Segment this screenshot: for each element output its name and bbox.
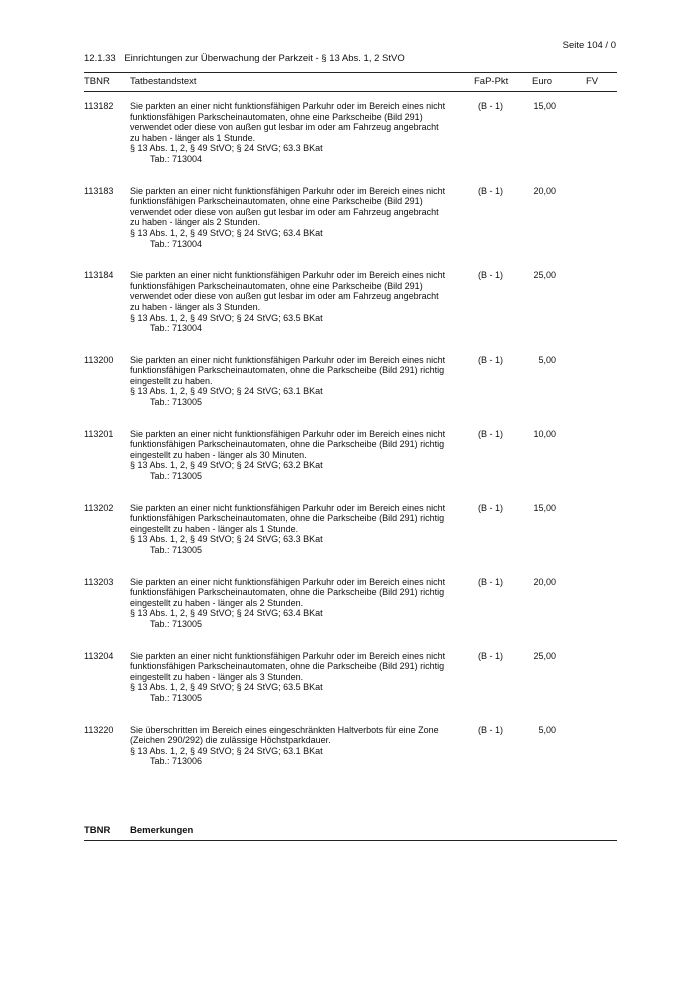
- row-text-line: verwendet oder diese von außen gut lesbar im oder am Fahrzeug angebracht: [130, 122, 439, 133]
- row-law-reference: § 13 Abs. 1, 2, § 49 StVO; § 24 StVG; 63.2 BKat: [130, 460, 323, 471]
- row-tbnr: 113183: [84, 185, 114, 196]
- row-text-line: eingestellt zu haben.: [130, 375, 213, 386]
- row-law-reference: § 13 Abs. 1, 2, § 49 StVO; § 24 StVG; 63.3 BKat: [130, 143, 323, 154]
- offense-table: [84, 101, 617, 788]
- row-tbnr: 113203: [84, 576, 114, 587]
- table-row: [84, 503, 617, 556]
- row-euro-amount: 5,00: [538, 724, 556, 735]
- row-text-line: Sie parkten an einer nicht funktionsfähigen Parkuhr oder im Bereich eines nicht: [130, 502, 446, 513]
- row-tab-reference: Tab.: 713005: [150, 618, 203, 629]
- row-description: [130, 503, 470, 556]
- row-fap-points: (B - 1): [478, 576, 504, 587]
- row-tab-reference: Tab.: 713005: [150, 545, 203, 555]
- row-fap-points: (B - 1): [478, 270, 504, 281]
- row-text-line: Sie parkten an einer nicht funktionsfähigen Parkuhr oder im Bereich eines nicht: [130, 270, 446, 281]
- row-description: [130, 651, 470, 704]
- row-text-line: funktionsfähigen Parkscheinautomaten, ohne eine Parkscheibe (Bild 291): [130, 280, 423, 291]
- table-row: [84, 186, 617, 250]
- row-tbnr: 113202: [84, 502, 114, 513]
- row-tab-reference: Tab.: 713004: [150, 153, 203, 164]
- row-text-line: funktionsfähigen Parkscheinautomaten, ohne die Parkscheibe (Bild 291) richtig: [130, 661, 445, 672]
- row-text-line: zu haben - länger als 1 Stunde.: [130, 132, 256, 143]
- row-text-line: (Zeichen 290/292) die zulässige Höchstparkdauer.: [130, 735, 331, 746]
- table-row: [84, 429, 617, 482]
- row-fap-points: (B - 1): [478, 724, 504, 735]
- row-description: [130, 270, 470, 334]
- header-tbnr: TBNR: [84, 76, 110, 87]
- table-row: [84, 651, 617, 704]
- row-euro-amount: 5,00: [538, 354, 556, 365]
- row-text-line: funktionsfähigen Parkscheinautomaten, ohne eine Parkscheibe (Bild 291): [130, 111, 423, 122]
- row-text-line: verwendet oder diese von außen gut lesbar im oder am Fahrzeug angebracht: [130, 291, 439, 302]
- row-text-line: funktionsfähigen Parkscheinautomaten, ohne die Parkscheibe (Bild 291) richtig: [130, 513, 445, 524]
- row-euro-amount: 10,00: [533, 428, 556, 439]
- row-law-reference: § 13 Abs. 1, 2, § 49 StVO; § 24 StVG; 63.1 BKat: [130, 386, 323, 397]
- row-text-line: zu haben - länger als 2 Stunden.: [130, 217, 261, 228]
- table-row: [84, 725, 617, 767]
- row-text-line: funktionsfähigen Parkscheinautomaten, ohne die Parkscheibe (Bild 291) richtig: [130, 365, 445, 376]
- row-tbnr: 113204: [84, 650, 114, 661]
- row-euro-amount: 20,00: [533, 185, 556, 196]
- page-number: Seite 104 / 0: [562, 40, 616, 51]
- remarks-label: Bemerkungen: [130, 825, 194, 836]
- row-description: [130, 355, 470, 408]
- row-description: [130, 577, 470, 630]
- section-title-text: Einrichtungen zur Überwachung der Parkzeit - § 13 Abs. 1, 2 StVO: [124, 53, 405, 64]
- header-fv: FV: [586, 76, 599, 87]
- table-row: [84, 270, 617, 334]
- row-text-line: Sie parkten an einer nicht funktionsfähigen Parkuhr oder im Bereich eines nicht: [130, 428, 446, 439]
- row-law-reference: § 13 Abs. 1, 2, § 49 StVO; § 24 StVG; 63.4 BKat: [130, 608, 323, 619]
- row-fap-points: (B - 1): [478, 101, 504, 111]
- row-law-reference: § 13 Abs. 1, 2, § 49 StVO; § 24 StVG; 63.4 BKat: [130, 227, 323, 238]
- row-fap-points: (B - 1): [478, 650, 504, 661]
- row-description: [130, 725, 470, 767]
- row-law-reference: § 13 Abs. 1, 2, § 49 StVO; § 24 StVG; 63.3 BKat: [130, 534, 323, 545]
- row-tab-reference: Tab.: 713004: [150, 238, 203, 249]
- row-text-line: Sie parkten an einer nicht funktionsfähigen Parkuhr oder im Bereich eines nicht: [130, 576, 446, 587]
- row-text-line: eingestellt zu haben - länger als 1 Stunde.: [130, 523, 299, 534]
- row-description: [130, 186, 470, 250]
- row-text-line: Sie parkten an einer nicht funktionsfähigen Parkuhr oder im Bereich eines nicht: [130, 185, 446, 196]
- row-euro-amount: 15,00: [533, 101, 556, 111]
- row-fap-points: (B - 1): [478, 428, 504, 439]
- row-description: [130, 101, 470, 165]
- row-text-line: funktionsfähigen Parkscheinautomaten, ohne die Parkscheibe (Bild 291) richtig: [130, 587, 445, 598]
- row-tbnr: 113200: [84, 354, 114, 365]
- row-euro-amount: 25,00: [533, 270, 556, 281]
- row-text-line: eingestellt zu haben - länger als 30 Minuten.: [130, 449, 307, 460]
- row-euro-amount: 20,00: [533, 576, 556, 587]
- row-text-line: eingestellt zu haben - länger als 3 Stunden.: [130, 671, 304, 682]
- row-text-line: funktionsfähigen Parkscheinautomaten, ohne die Parkscheibe (Bild 291) richtig: [130, 439, 445, 450]
- row-text-line: Sie parkten an einer nicht funktionsfähigen Parkuhr oder im Bereich eines nicht: [130, 650, 446, 661]
- row-euro-amount: 25,00: [533, 650, 556, 661]
- row-tab-reference: Tab.: 713005: [150, 692, 203, 703]
- row-text-line: verwendet oder diese von außen gut lesbar im oder am Fahrzeug angebracht: [130, 206, 439, 217]
- row-fap-points: (B - 1): [478, 502, 504, 513]
- row-tab-reference: Tab.: 713004: [150, 323, 203, 334]
- row-description: [130, 429, 470, 482]
- row-tab-reference: Tab.: 713005: [150, 397, 203, 408]
- table-row: [84, 577, 617, 630]
- table-row: [84, 101, 617, 165]
- remarks-tbnr: TBNR: [84, 825, 111, 836]
- remarks-header: [84, 825, 617, 841]
- header-text: Tatbestandstext: [130, 76, 197, 87]
- row-tab-reference: Tab.: 713006: [150, 756, 203, 767]
- row-tbnr: 113220: [84, 724, 114, 735]
- header-euro: Euro: [532, 76, 553, 87]
- row-text-line: funktionsfähigen Parkscheinautomaten, ohne eine Parkscheibe (Bild 291): [130, 196, 423, 207]
- section-title: [84, 54, 405, 65]
- row-euro-amount: 15,00: [533, 502, 556, 513]
- header-fap-points: FaP-Pkt: [474, 76, 509, 87]
- row-text-line: Sie parkten an einer nicht funktionsfähigen Parkuhr oder im Bereich eines nicht: [130, 101, 446, 111]
- section-number: 12.1.33: [84, 53, 116, 64]
- row-tab-reference: Tab.: 713005: [150, 471, 203, 482]
- row-tbnr: 113182: [84, 101, 114, 111]
- row-text-line: Sie überschritten im Bereich eines eingeschränkten Haltverbots für eine Zone: [130, 724, 439, 735]
- row-text-line: zu haben - länger als 3 Stunden.: [130, 301, 261, 312]
- row-law-reference: § 13 Abs. 1, 2, § 49 StVO; § 24 StVG; 63.5 BKat: [130, 682, 323, 693]
- row-fap-points: (B - 1): [478, 185, 504, 196]
- table-row: [84, 355, 617, 408]
- row-fap-points: (B - 1): [478, 354, 504, 365]
- row-text-line: Sie parkten an einer nicht funktionsfähigen Parkuhr oder im Bereich eines nicht: [130, 354, 446, 365]
- row-tbnr: 113201: [84, 428, 114, 439]
- row-law-reference: § 13 Abs. 1, 2, § 49 StVO; § 24 StVG; 63.5 BKat: [130, 312, 323, 323]
- row-tbnr: 113184: [84, 270, 114, 281]
- row-text-line: eingestellt zu haben - länger als 2 Stunden.: [130, 597, 304, 608]
- table-header: [84, 72, 617, 92]
- row-law-reference: § 13 Abs. 1, 2, § 49 StVO; § 24 StVG; 63.1 BKat: [130, 745, 323, 756]
